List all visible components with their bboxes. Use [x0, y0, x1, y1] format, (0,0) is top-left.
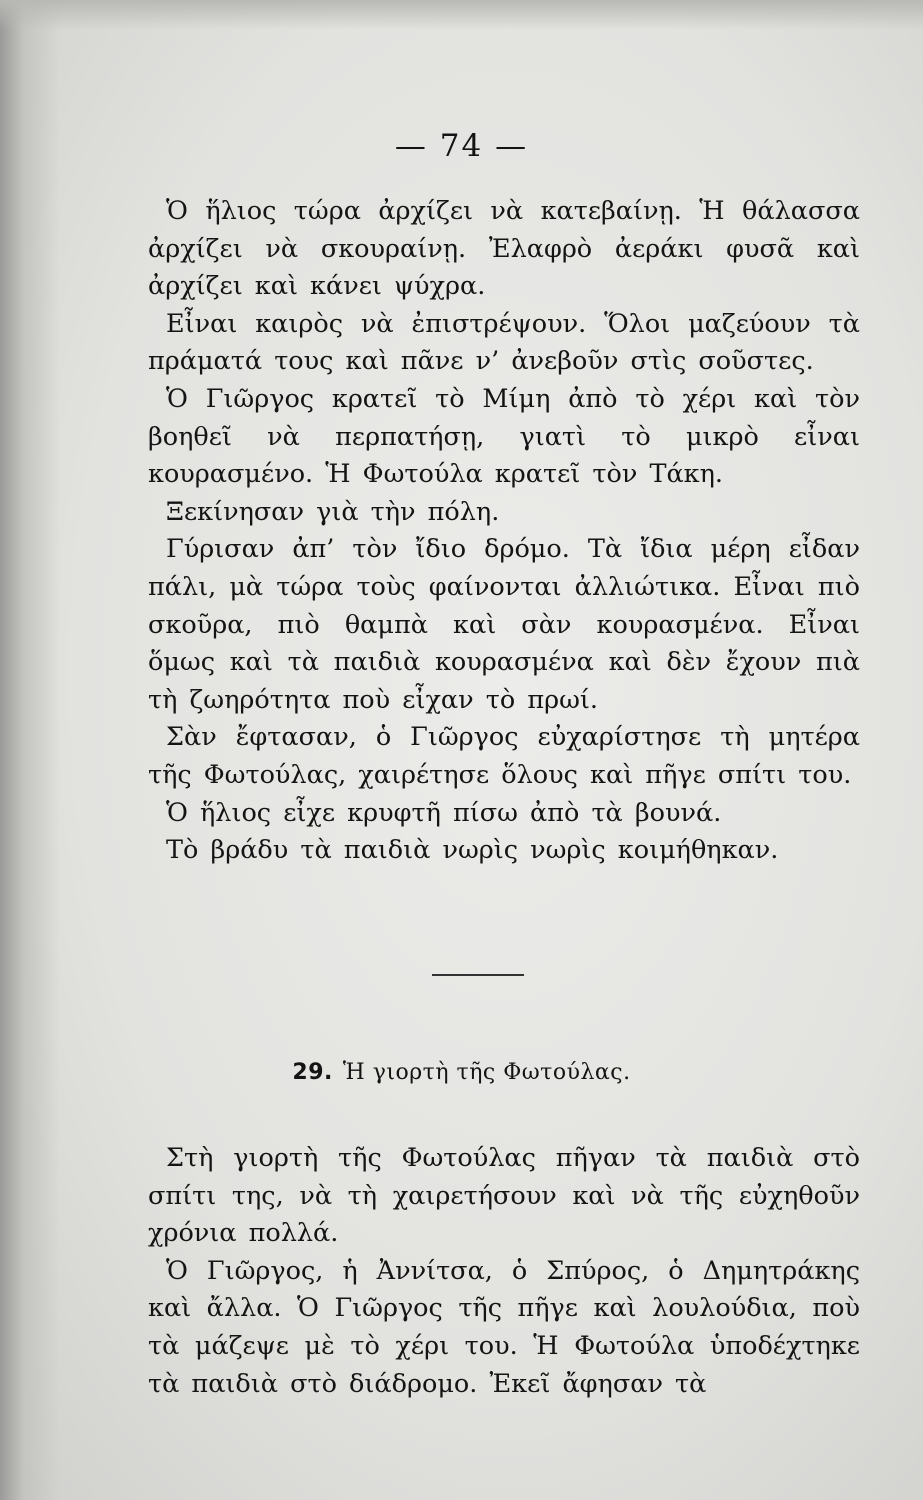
page-top-shadow — [0, 0, 923, 30]
page-binding-shadow — [0, 0, 60, 1500]
paragraph: Εἶναι καιρὸς νὰ ἐπιστρέψουν. Ὅλοι μαζεύουν τὰ πράματά τους καὶ πᾶνε ν’ ἀνεβοῦν στὶς σοῦστες. — [148, 308, 860, 377]
section-divider — [432, 974, 524, 976]
section-number: 29. — [292, 1060, 333, 1085]
text-block-new-chapter — [148, 1140, 860, 1403]
paragraph: Ὁ ἥλιος τώρα ἀρχίζει νὰ κατεβαίνῃ. Ἡ θάλασσα ἀρχίζει νὰ σκουραίνῃ. Ἐλαφρὸ ἀεράκι φυσᾶ καὶ ἀρχίζει καὶ κάνει ψύχρα. — [148, 196, 860, 302]
paragraph: Σὰν ἔφτασαν, ὁ Γιῶργος εὐχαρίστησε τὴ μητέρα τῆς Φωτούλας, χαιρέτησε ὅλους καὶ πῆγε σπίτι του. — [148, 722, 860, 790]
section-heading — [0, 1060, 923, 1085]
paragraph: Γύρισαν ἀπ’ τὸν ἴδιο δρόμο. Τὰ ἴδια μέρη εἶδαν πάλι, μὰ τώρα τοὺς φαίνονται ἀλλιώτικα. Εἶναι πιὸ σκοῦρα, πιὸ θαμπὰ καὶ σὰν κουρασμένα. Εἶναι ὅμως καὶ τὰ παιδιὰ κουρασμένα καὶ δὲν ἔχουν πιὰ τὴ ζωηρότητα ποὺ εἶχαν τὸ πρωί. — [148, 534, 860, 715]
paragraph: Ὁ Γιῶργος κρατεῖ τὸ Μίμη ἀπὸ τὸ χέρι καὶ τὸν βοηθεῖ νὰ περπατήσῃ, γιατὶ τὸ μικρὸ εἶναι κουρασμένο. Ἡ Φωτούλα κρατεῖ τὸν Τάκη. — [148, 383, 860, 490]
section-title: Ἡ γιορτὴ τῆς Φωτούλας. — [342, 1060, 631, 1085]
paragraph: Ξεκίνησαν γιὰ τὴν πόλη. — [166, 496, 500, 527]
text-block-end-of-chapter — [148, 193, 860, 870]
paragraph: Τὸ βράδυ τὰ παιδιὰ νωρὶς νωρὶς κοιμήθηκαν. — [166, 835, 779, 866]
paragraph: Στὴ γιορτὴ τῆς Φωτούλας πῆγαν τὰ παιδιὰ στὸ σπίτι της, νὰ τὴ χαιρετήσουν καὶ νὰ τῆς εὐχηθοῦν χρόνια πολλά. — [148, 1143, 860, 1249]
paragraph: Ὁ Γιῶργος, ἡ Ἀννίτσα, ὁ Σπύρος, ὁ Δημητράκης καὶ ἄλλα. Ὁ Γιῶργος τῆς πῆγε καὶ λουλούδια, ποὺ τὰ μάζεψε μὲ τὸ χέρι του. Ἡ Φωτούλα ὑποδέχτηκε τὰ παιδιὰ στὸ διάδρομο. Ἐκεῖ ἄφησαν τὰ — [148, 1255, 860, 1399]
page-number: — 74 — — [394, 128, 529, 164]
paragraph: Ὁ ἥλιος εἶχε κρυφτῆ πίσω ἀπὸ τὰ βουνά. — [166, 797, 722, 828]
